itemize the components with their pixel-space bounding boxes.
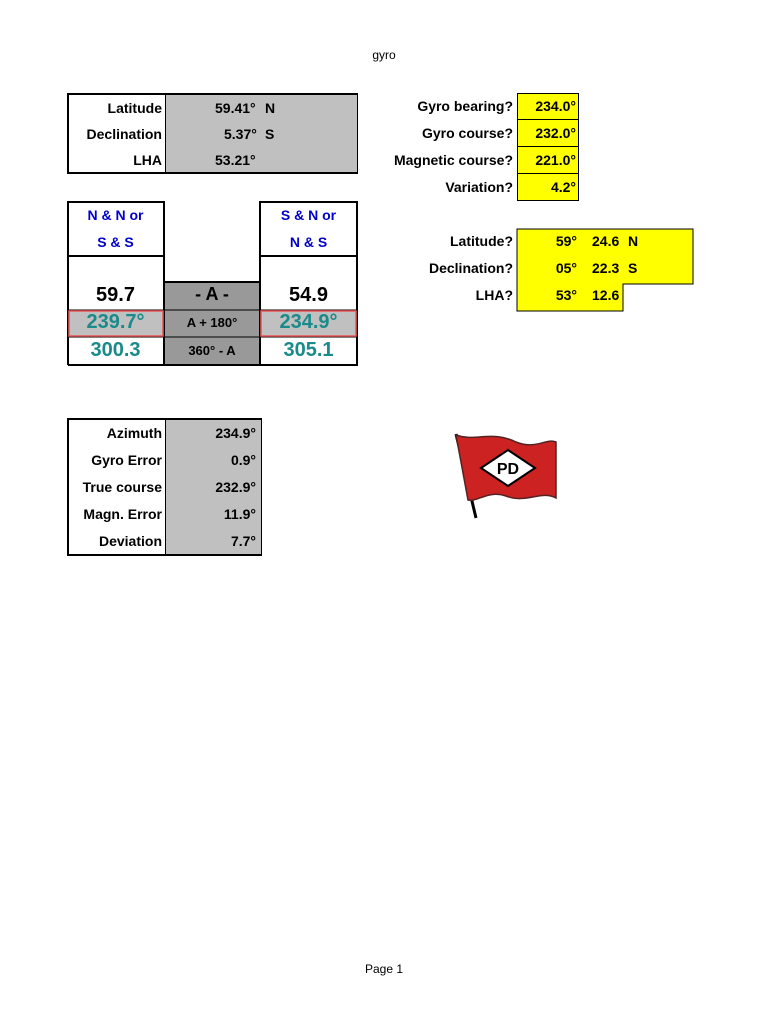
latitude-label: Latitude (107, 100, 162, 116)
left-head-1: N & N or (87, 207, 144, 223)
position-table (67, 93, 358, 174)
azimuth-table (67, 418, 262, 556)
right-head-2: N & S (289, 234, 328, 250)
latitude-min-input[interactable]: 24.6 (592, 233, 620, 249)
deviation-label: Deviation (98, 533, 162, 549)
logo-text: PD (496, 461, 520, 478)
declination-value: 5.37° (224, 126, 257, 142)
true-course-label: True course (82, 479, 162, 495)
gyro-course-label: Gyro course? (421, 125, 513, 141)
pd-flag-logo (436, 420, 581, 520)
center-b: A + 180° (186, 315, 238, 330)
declination-min-input[interactable]: 22.3 (592, 260, 620, 276)
latitude-deg-input[interactable]: 59° (555, 233, 577, 249)
declination-hemi-input[interactable]: S (628, 260, 638, 276)
azimuth-label: Azimuth (106, 425, 162, 441)
gyro-error-value: 0.9° (230, 452, 256, 468)
magnetic-course-label: Magnetic course? (393, 152, 513, 168)
magnetic-course-input[interactable]: 221.0° (535, 152, 576, 168)
lha-value: 53.21° (215, 152, 256, 168)
gyro-bearing-input[interactable]: 234.0° (535, 98, 576, 114)
lha-label: LHA (133, 152, 162, 168)
right-c-value: 305.1 (283, 339, 334, 361)
true-course-value: 232.9° (215, 479, 256, 495)
gyro-course-input[interactable]: 232.0° (535, 125, 576, 141)
latitude-q-label: Latitude? (450, 233, 513, 249)
left-b-value: 239.7° (86, 311, 145, 333)
gyro-bearing-label: Gyro bearing? (417, 98, 513, 114)
page-footer: Page 1 (364, 962, 404, 976)
azimuth-diagram (67, 201, 358, 366)
lha-q-label: LHA? (475, 287, 513, 303)
page-header: gyro (372, 48, 396, 62)
center-c: 360° - A (188, 343, 236, 358)
declination-q-label: Declination? (428, 260, 513, 276)
center-a: - A - (195, 284, 229, 304)
azimuth-value: 234.9° (215, 425, 256, 441)
declination-hemi: S (265, 126, 275, 142)
variation-label: Variation? (445, 179, 513, 195)
right-b-value: 234.9° (279, 311, 338, 333)
latitude-hemi: N (265, 100, 276, 116)
lha-deg-input[interactable]: 53° (555, 287, 577, 303)
right-head-1: S & N or (280, 207, 337, 223)
left-c-value: 300.3 (90, 339, 141, 361)
right-a-value: 54.9 (289, 284, 328, 306)
gyro-error-label: Gyro Error (91, 452, 162, 468)
deviation-value: 7.7° (230, 533, 256, 549)
left-head-2: S & S (97, 234, 134, 250)
latitude-value: 59.41° (215, 100, 256, 116)
latitude-hemi-input[interactable]: N (628, 233, 639, 249)
magn-error-label: Magn. Error (83, 506, 162, 522)
left-a-value: 59.7 (96, 284, 135, 306)
magn-error-value: 11.9° (223, 506, 256, 522)
declination-deg-input[interactable]: 05° (555, 260, 577, 276)
declination-label: Declination (86, 126, 162, 142)
lha-min-input[interactable]: 12.6 (592, 287, 620, 303)
variation-input[interactable]: 4.2° (550, 179, 576, 195)
